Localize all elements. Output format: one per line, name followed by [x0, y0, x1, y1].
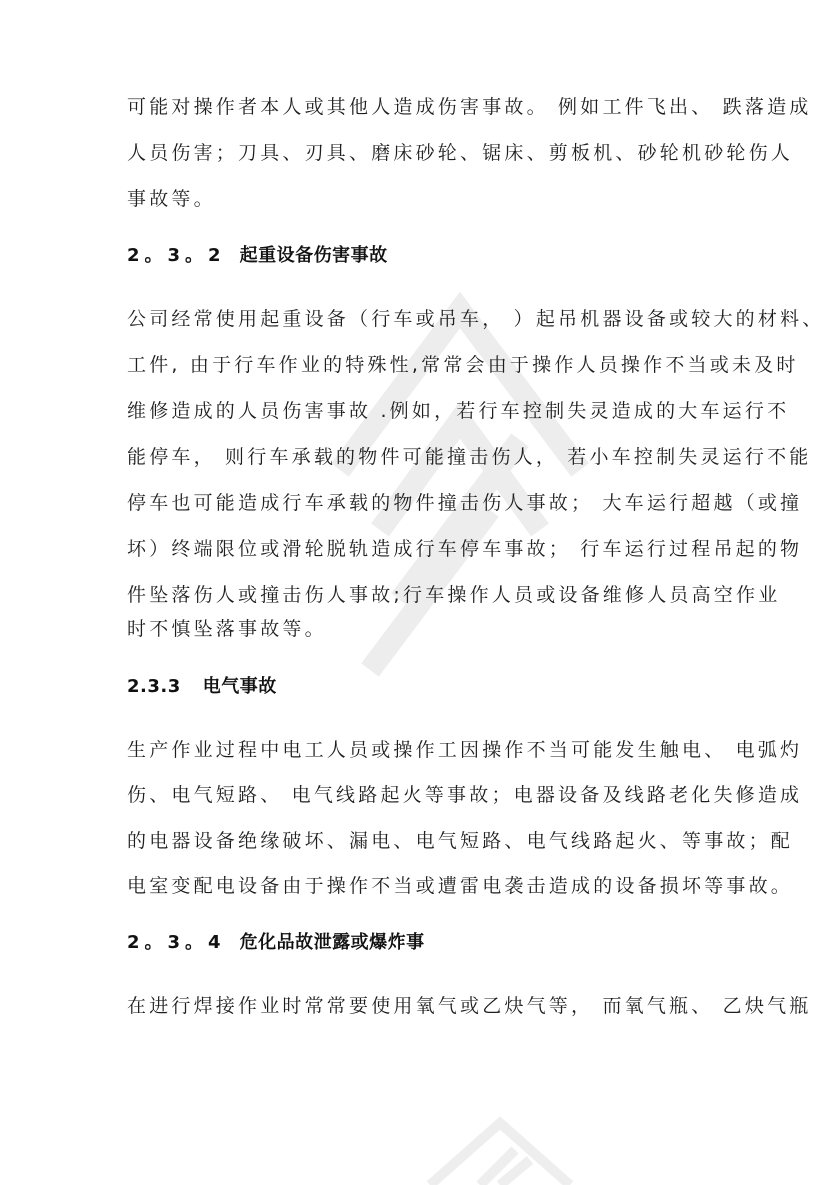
- section-title: 危化品故泄露或爆炸事: [239, 932, 425, 953]
- section-2-3-3-line-4: 电室变配电设备由于操作不当或遭雷电袭击造成的设备损坏等事故。: [127, 875, 794, 897]
- section-heading-2-3-2: [127, 244, 388, 268]
- section-2-3-3-line-2: 伤、电气短路、 电气线路起火等事故；电器设备及线路老化失修造成: [127, 784, 803, 806]
- section-number: 2。3。4: [127, 932, 226, 953]
- section-2-3-2-line-1: 公司经常使用起重设备（行车或吊车， ）起吊机器设备或较大的材料、: [127, 308, 825, 330]
- paragraph-1-line-2: 人员伤害；刀具、刃具、磨床砂轮、锯床、剪板机、砂轮机砂轮伤人: [127, 142, 794, 164]
- section-2-3-2-line-2: 工件, 由于行车作业的特殊性,常常会由于操作人员操作不当或未及时: [127, 354, 799, 376]
- paragraph-1-line-3: 事故等。: [127, 188, 216, 210]
- watermark-logo-bottom-icon: [420, 1115, 580, 1185]
- section-2-3-2-line-8: 时不慎坠落事故等。: [127, 618, 327, 640]
- paragraph-1-line-1: 可能对操作者本人或其他人造成伤害事故。 例如工件飞出、 跌落造成: [127, 96, 812, 118]
- section-2-3-2-line-3: 维修造成的人员伤害事故 .例如，若行车控制失灵造成的大车运行不: [127, 400, 790, 422]
- section-heading-2-3-3: [127, 675, 277, 699]
- section-title: 电气事故: [202, 676, 277, 697]
- section-number: 2.3.3: [127, 676, 181, 697]
- section-2-3-3-line-3: 的电器设备绝缘破坏、漏电、电气短路、电气线路起火、等事故；配: [127, 830, 794, 852]
- section-2-3-3-line-1: 生产作业过程中电工人员或操作工因操作不当可能发生触电、 电弧灼: [127, 739, 803, 761]
- section-2-3-2-line-5: 停车也可能造成行车承载的物件撞击伤人事故； 大车运行超越（或撞: [127, 492, 803, 514]
- section-2-3-2-line-4: 能停车， 则行车承载的物件可能撞击伤人， 若小车控制失灵运行不能: [127, 446, 812, 468]
- section-title: 起重设备伤害事故: [239, 245, 388, 266]
- section-number: 2。3。2: [127, 245, 226, 266]
- watermark-logo-icon: [330, 270, 590, 690]
- section-2-3-2-line-6: 坏）终端限位或滑轮脱轨造成行车停车事故； 行车运行过程吊起的物: [127, 538, 803, 560]
- section-heading-2-3-4: [127, 931, 425, 955]
- section-2-3-4-line-1: 在进行焊接作业时常常要使用氧气或乙炔气等， 而氧气瓶、 乙炔气瓶: [127, 995, 812, 1017]
- section-2-3-2-line-7: 件坠落伤人或撞击伤人事故;行车操作人员或设备维修人员高空作业: [127, 584, 781, 606]
